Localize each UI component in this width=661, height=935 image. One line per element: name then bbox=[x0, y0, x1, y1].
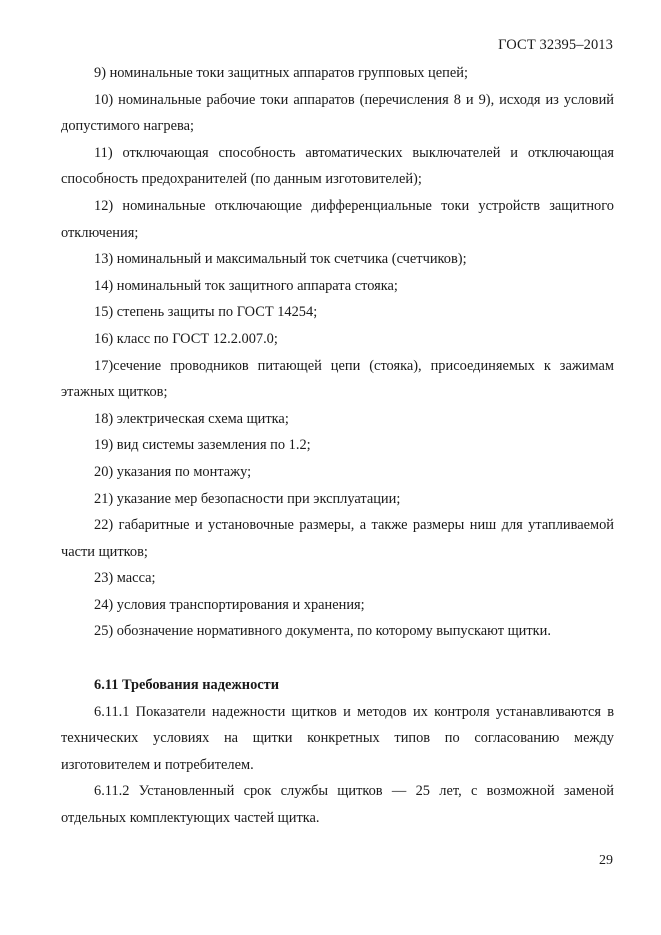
list-item-19: 19) вид системы заземления по 1.2; bbox=[94, 437, 311, 454]
list-item-17: 17)сечение проводников питающей цепи (стояка), присоединяемых к зажимам этажных щитков; bbox=[61, 357, 614, 401]
section-paragraph-1: 6.11.1 Показатели надежности щитков и методов их контроля устанавливаются в технических условиях на щитки конкретных типов по согласованию между изготовителем и потребителем. bbox=[61, 703, 614, 773]
list-item-22: 22) габаритные и установочные размеры, а также размеры ниш для утапливаемой части щитков; bbox=[61, 517, 614, 560]
list-item-12: 12) номинальные отключающие дифференциальные токи устройств защитного отключения; bbox=[61, 197, 614, 241]
list-item-9: 9) номинальные токи защитных аппаратов групповых цепей; bbox=[94, 65, 468, 81]
document-header: ГОСТ 32395–2013 bbox=[498, 37, 613, 53]
list-item-16: 16) класс по ГОСТ 12.2.007.0; bbox=[94, 330, 278, 347]
list-item-24: 24) условия транспортирования и хранения; bbox=[94, 596, 365, 613]
list-item-21: 21) указание мер безопасности при эксплуатации; bbox=[94, 490, 401, 507]
document-body bbox=[61, 60, 614, 832]
list-item-25: 25) обозначение нормативного документа, по которому выпускают щитки. bbox=[94, 623, 551, 640]
list-item-13: 13) номинальный и максимальный ток счетчика (счетчиков); bbox=[94, 251, 467, 268]
section-title: 6.11 Требования надежности bbox=[94, 677, 280, 694]
section-paragraph-2: 6.11.2 Установленный срок службы щитков — 25 лет, с возможной заменой отдельных комплектующих частей щитка. bbox=[61, 783, 614, 827]
page-number: 29 bbox=[599, 853, 613, 868]
list-item-18: 18) электрическая схема щитка; bbox=[94, 410, 289, 427]
list-item-23: 23) масса; bbox=[94, 570, 156, 587]
list-item-15: 15) степень защиты по ГОСТ 14254; bbox=[94, 304, 318, 321]
list-item-14: 14) номинальный ток защитного аппарата стояка; bbox=[94, 277, 398, 294]
list-item-20: 20) указания по монтажу; bbox=[94, 463, 252, 480]
list-item-11: 11) отключающая способность автоматических выключателей и отключающая способность предохранителей (по данным изготовителей); bbox=[61, 144, 614, 188]
list-item-10: 10) номинальные рабочие токи аппаратов (перечисления 8 и 9), исходя из условий допустимого нагрева; bbox=[61, 91, 614, 135]
